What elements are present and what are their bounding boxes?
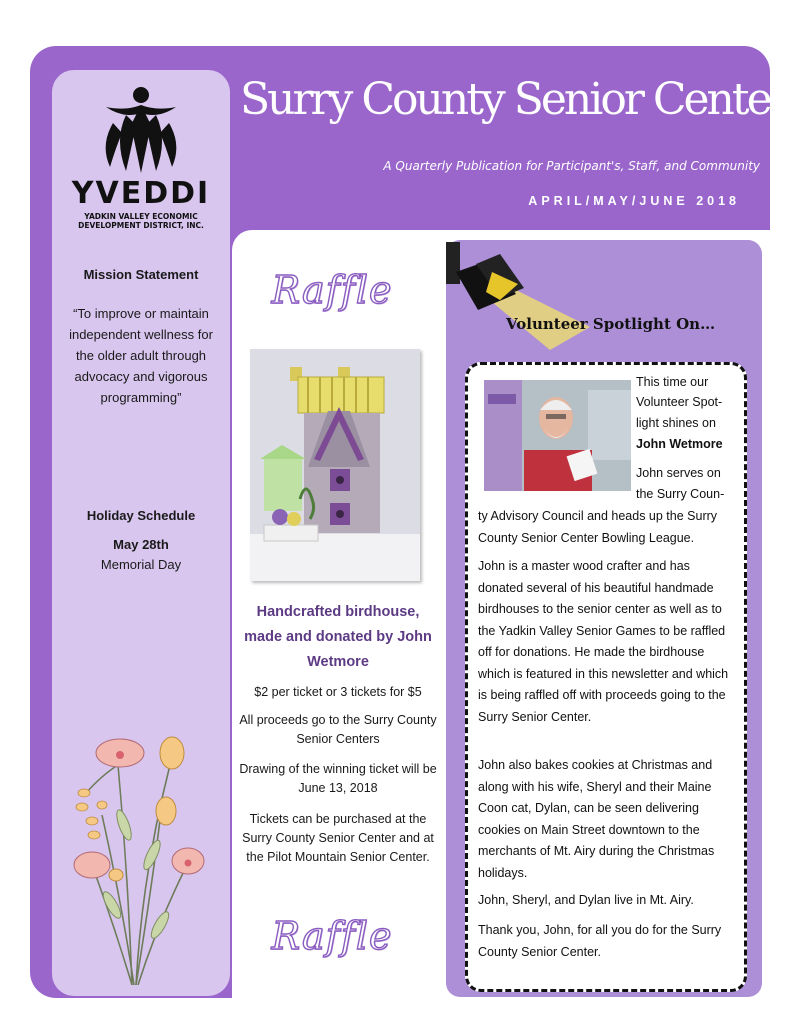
mission-statement-title: Mission Statement xyxy=(83,267,199,282)
holiday-schedule-title: Holiday Schedule xyxy=(86,508,196,523)
holiday-date: May 28th xyxy=(113,537,169,552)
raffle-banner-bottom: Raffle xyxy=(271,914,393,958)
birdhouse-photo xyxy=(250,349,420,581)
spotlight-intro-line2: Volunteer Spot- xyxy=(636,395,723,409)
volunteer-image xyxy=(484,380,631,491)
spotlight-paragraph-4: John, Sheryl, and Dylan live in Mt. Airy. xyxy=(478,893,694,907)
spotlight-paragraph-3: John also bakes cookies at Christmas and along with his wife, Sheryl and their Maine Coon cat, Dylan, can be seen delivering cookies on Main Street downtown to the merchants of Mt. Airy during the Christmas holidays. xyxy=(478,758,715,880)
spotlight-paragraph-2: John is a master wood crafter and has donated several of his beautiful handmade birdhouses to the senior center as well as to the Yadkin Valley Senior Games to be raffled off for donations. He made the birdhouse which is featured in this newsletter and which is being raffled off with proceeds going to the Surry Senior Center. xyxy=(478,559,729,724)
volunteer-name: John Wetmore xyxy=(636,437,723,451)
sidebar xyxy=(52,70,230,996)
raffle-purchase: Tickets can be purchased at the Surry County Senior Center and at the Pilot Mountain Senior Center. xyxy=(242,812,434,864)
logo-wordmark: YVEDDI xyxy=(71,176,211,211)
holiday-name: Memorial Day xyxy=(100,557,182,572)
spotlight-intro-rest: ty Advisory Council and heads up the Surry County Senior Center Bowling League. xyxy=(478,509,718,545)
birdhouse-image xyxy=(250,349,420,581)
raffle-price: $2 per ticket or 3 tickets for $5 xyxy=(254,685,422,699)
issue-date: APRIL/MAY/JUNE 2018 xyxy=(528,194,740,208)
spotlight-intro-line5: John serves on xyxy=(636,466,721,480)
yveddi-logo xyxy=(52,85,230,230)
flower-illustration xyxy=(62,625,212,985)
raffle-proceeds: All proceeds go to the Surry County Senior Centers xyxy=(239,713,437,746)
spotlight-intro-line1: This time our xyxy=(636,375,709,389)
volunteer-photo xyxy=(484,380,631,491)
raffle-heading: Handcrafted birdhouse, made and donated by John Wetmore xyxy=(244,604,432,670)
spotlight-title: Volunteer Spotlight On… xyxy=(506,315,716,333)
raffle-drawing: Drawing of the winning ticket will be June 13, 2018 xyxy=(239,762,437,795)
mission-statement-text: “To improve or maintain independent wellness for the older adult through advocacy and vigorous programming” xyxy=(69,306,213,405)
logo-subtitle-line2: DEVELOPMENT DISTRICT, INC. xyxy=(78,220,204,230)
newsletter-title: Surry County Senior Center xyxy=(240,74,788,125)
logo-figure-icon xyxy=(96,85,186,173)
logo-subtitle-line1: YADKIN VALLEY ECONOMIC xyxy=(84,212,198,221)
spotlight-intro-line3: light shines on xyxy=(636,416,716,430)
spotlight-intro-line6: the Surry Coun- xyxy=(636,487,725,501)
raffle-banner-top: Raffle xyxy=(271,268,393,312)
newsletter-subtitle: A Quarterly Publication for Participant's, Staff, and Community xyxy=(383,159,760,173)
spotlight-lamp-icon xyxy=(440,232,600,352)
spotlight-paragraph-5: Thank you, John, for all you do for the Surry County Senior Center. xyxy=(478,923,722,959)
